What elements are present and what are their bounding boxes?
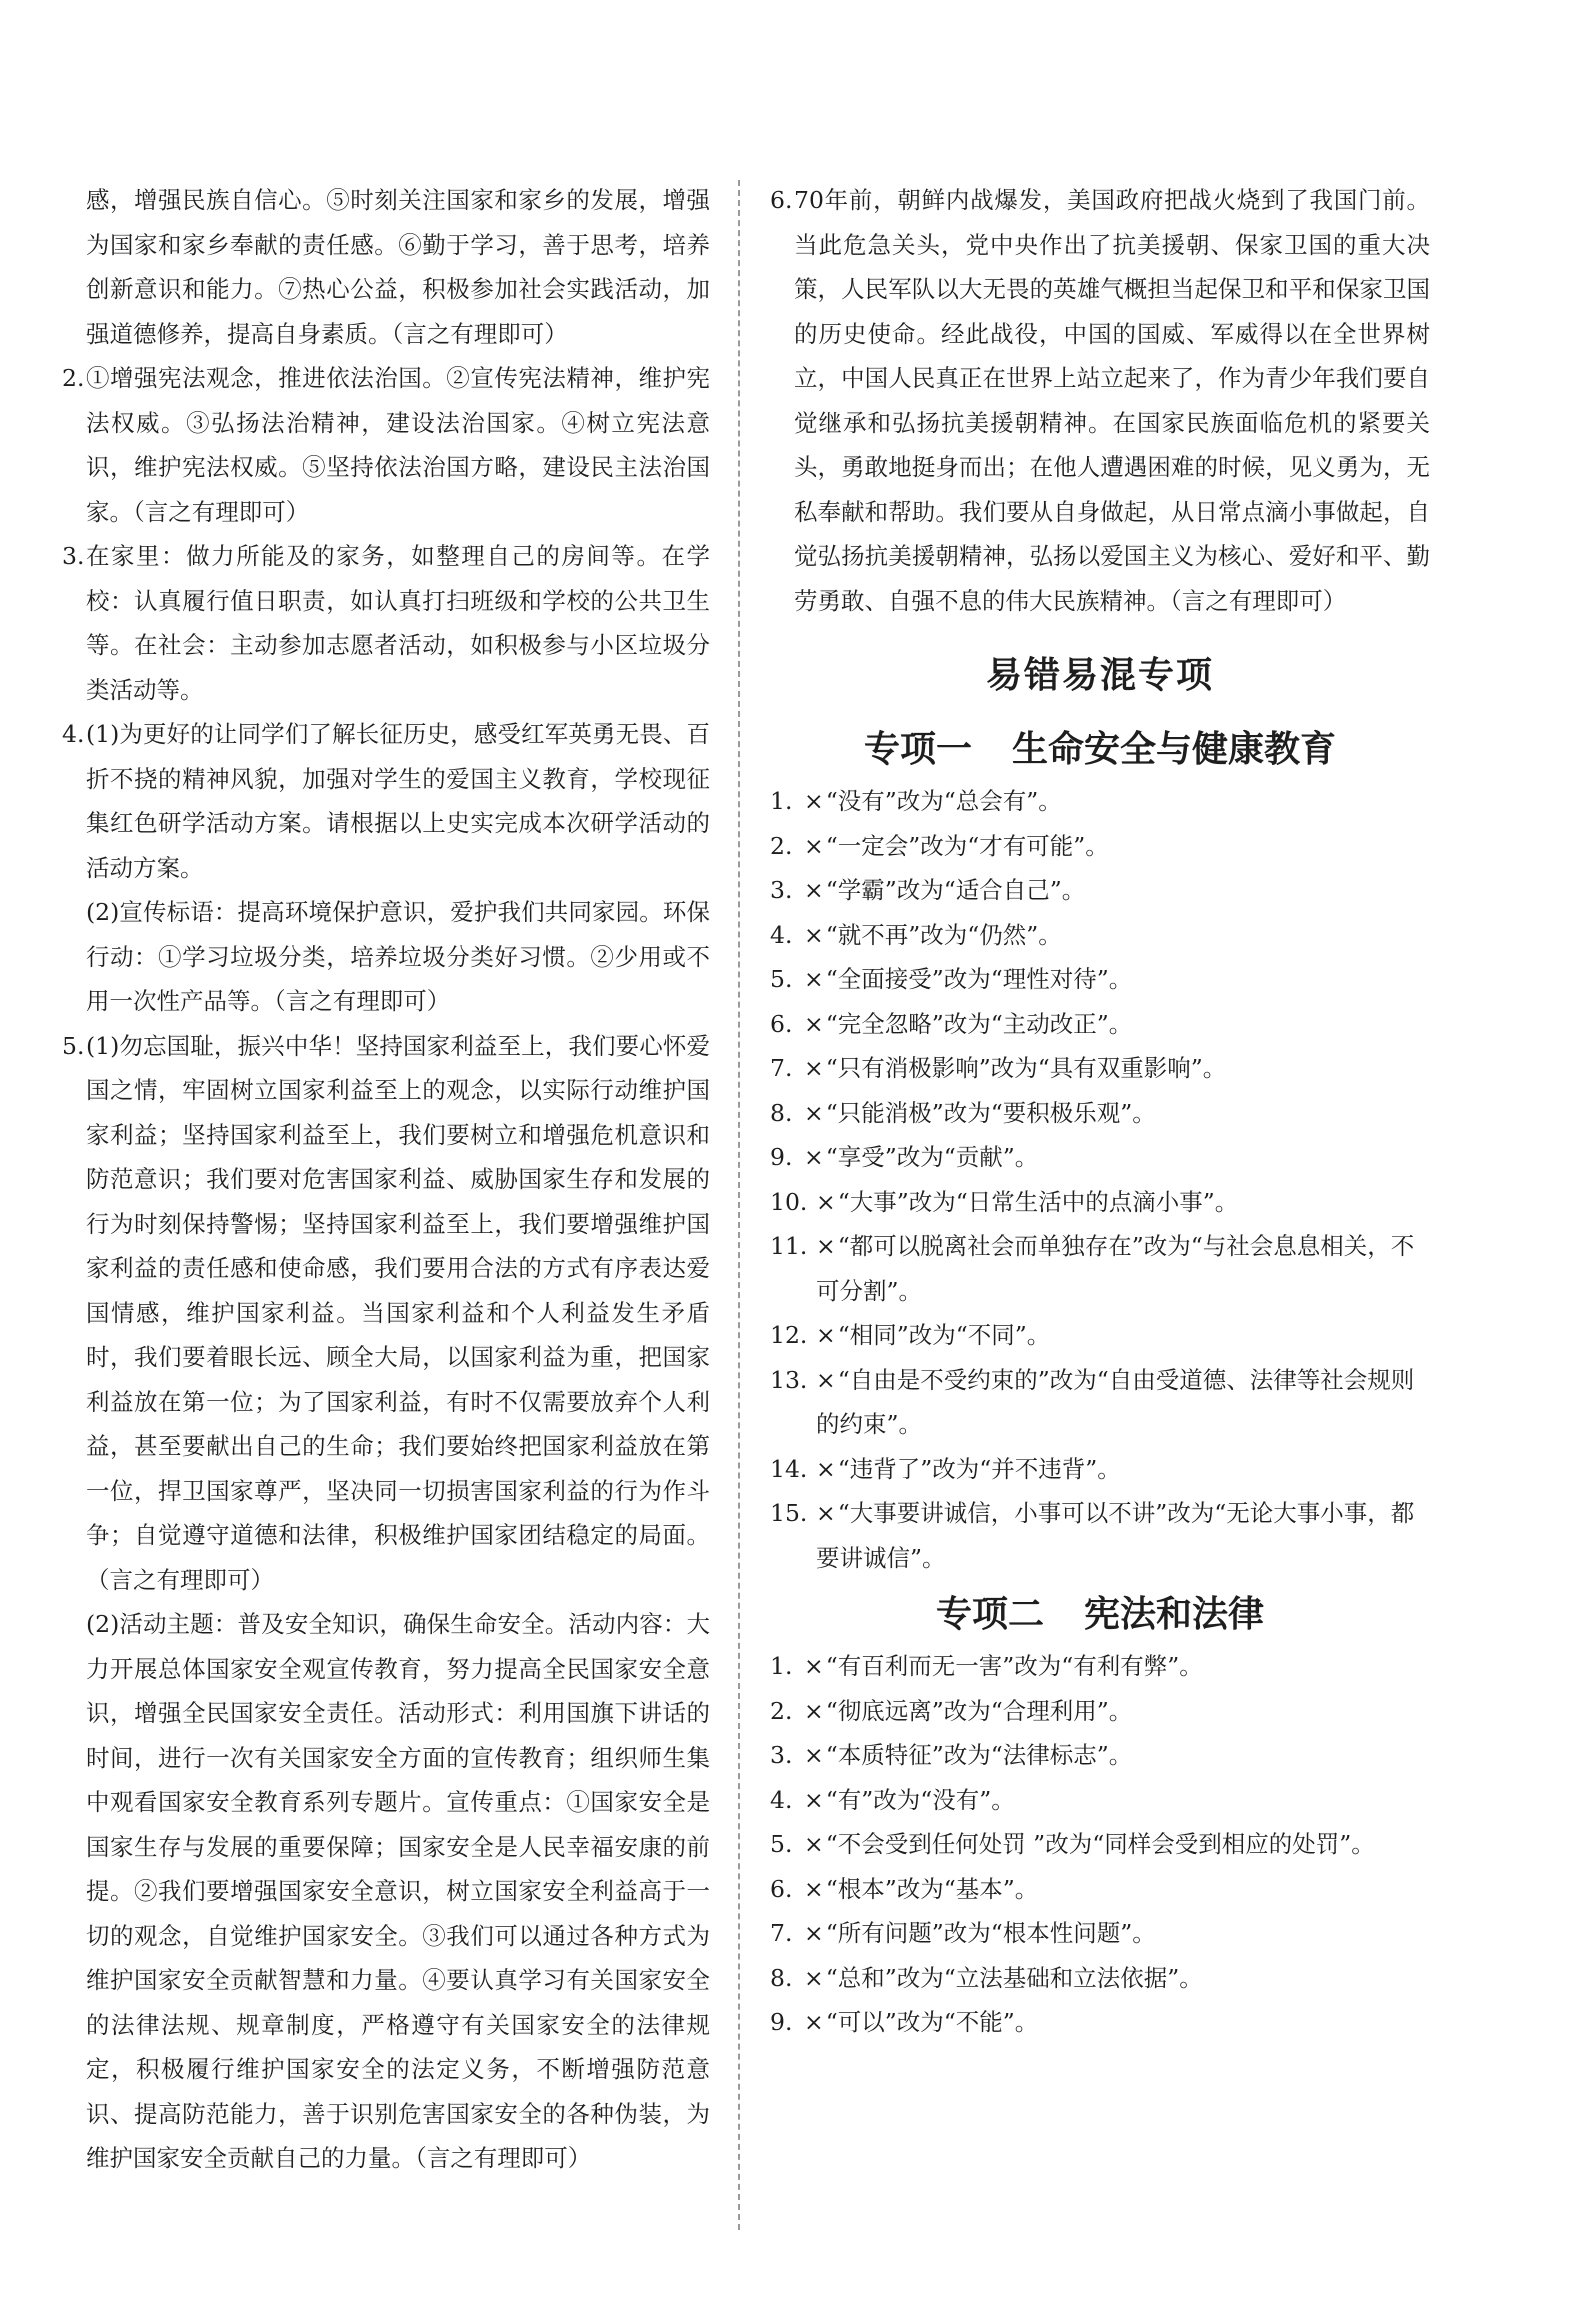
item-content	[804, 824, 1430, 869]
item-text: “只能消极”改为“要积极乐观”。	[825, 1098, 1156, 1127]
cross-mark: ×	[804, 1143, 824, 1171]
correction-item	[770, 2000, 1430, 2045]
answer-6	[770, 178, 1430, 623]
item-number: 14.	[770, 1454, 808, 1483]
answer-text: (1)勿忘国耻，振兴中华！坚持国家利益至上，我们要心怀爱国之情，牢固树立国家利益至上的观念，以实际行动维护国家利益；坚持国家利益至上，我们要树立和增强危机意识和防范意识；我们要对危害国家利益、威胁国家生存和发展的行为时刻保持警惕；坚持国家利益至上，我们要增强维护国家利益的责任感和使命感，我们要用合法的方式有序表达爱国情感，维护国家利益。当国家利益和个人利益发生矛盾时，我们要着眼长远、顾全大局，以国家利益为重，把国家利益放在第一位；为了国家利益，有时不仅需要放弃个人利益，甚至要献出自己的生命；我们要始终把国家利益放在第一位，捍卫国家尊严，坚决同一切损害国家利益的行为作斗争；自觉遵守道德和法律，积极维护国家团结稳定的局面。（言之有理即可）	[86, 1031, 710, 1594]
item-content	[804, 1135, 1430, 1180]
item-number: 9.	[770, 2008, 793, 2036]
correction-item	[770, 1956, 1430, 2001]
item-text: “不会受到任何处罚 ”改为“同样会受到相应的处罚”。	[825, 1830, 1375, 1858]
item-content	[804, 1778, 1430, 1823]
item-text: “全面接受”改为“理性对待”。	[825, 965, 1133, 993]
answer-text: 在家里：做力所能及的家务，如整理自己的房间等。在学校：认真履行值日职责，如认真打扫班级和学校的公共卫生等。在社会：主动参加志愿者活动，如积极参与小区垃圾分类活动等。	[86, 542, 710, 704]
item-text: “学霸”改为“适合自己”。	[825, 876, 1086, 904]
item-text: “自由是不受约束的”改为“自由受道德、法律等社会规则的约束”。	[816, 1365, 1415, 1438]
cross-mark: ×	[816, 1499, 836, 1527]
item-content	[804, 1867, 1430, 1912]
topic-name: 生命安全与健康教育	[1012, 728, 1337, 770]
item-content	[816, 1313, 1430, 1358]
item-number: 1.	[770, 1652, 793, 1680]
item-number: 5.	[770, 1830, 793, 1858]
item-number: 2.	[770, 831, 793, 860]
correction-item	[770, 824, 1430, 869]
item-text: “可以”改为“不能”。	[825, 2008, 1039, 2036]
item-text: “相同”改为“不同”。	[837, 1321, 1051, 1349]
item-content	[804, 2000, 1430, 2045]
item-content	[804, 1911, 1430, 1956]
correction-item	[770, 1689, 1430, 1734]
item-text: “就不再”改为“仍然”。	[825, 920, 1062, 949]
answer-5	[62, 1024, 710, 1603]
correction-item	[770, 1091, 1430, 1136]
correction-item	[770, 1002, 1430, 1047]
correction-item	[770, 1778, 1430, 1823]
item-text: “彻底远离”改为“合理利用”。	[825, 1696, 1133, 1725]
correction-item	[770, 1911, 1430, 1956]
item-number: 12.	[770, 1321, 808, 1349]
cross-mark: ×	[804, 1785, 824, 1814]
item-content	[804, 1822, 1430, 1867]
correction-item	[770, 1447, 1430, 1492]
item-content	[804, 1733, 1430, 1778]
item-content	[804, 1644, 1430, 1689]
topic-label: 专项一	[863, 728, 972, 770]
item-text: “都可以脱离社会而单独存在”改为“与社会息息相关，不可分割”。	[816, 1232, 1415, 1305]
cross-mark: ×	[804, 1874, 824, 1903]
item-text: “根本”改为“基本”。	[825, 1874, 1039, 1903]
topic-1-title	[770, 725, 1430, 773]
cross-mark: ×	[804, 1919, 824, 1947]
item-content	[816, 1447, 1430, 1492]
cross-mark: ×	[804, 1963, 824, 1992]
item-number: 5.	[770, 965, 793, 993]
cross-mark: ×	[804, 787, 824, 815]
answer-text: (1)为更好的让同学们了解长征历史，感受红军英勇无畏、百折不挠的精神风貌，加强对学生的爱国主义教育，学校现征集红色研学活动方案。请根据以上史实完成本次研学活动的活动方案。	[86, 720, 710, 882]
item-content	[804, 913, 1430, 958]
cross-mark: ×	[816, 1321, 836, 1349]
cross-mark: ×	[804, 1054, 824, 1082]
item-text: “享受”改为“贡献”。	[825, 1143, 1039, 1171]
answer-3	[62, 534, 710, 712]
cross-mark: ×	[804, 1009, 824, 1038]
item-content	[804, 868, 1430, 913]
item-number: 4.	[770, 1785, 793, 1814]
item-number: 9.	[770, 1143, 793, 1171]
cross-mark: ×	[804, 1830, 824, 1858]
item-content	[816, 1180, 1430, 1225]
correction-item	[770, 1180, 1430, 1225]
correction-item	[770, 1867, 1430, 1912]
correction-item	[770, 1224, 1430, 1313]
item-number: 2.	[770, 1696, 793, 1725]
correction-item	[770, 1313, 1430, 1358]
topic-1-list	[770, 779, 1430, 1580]
item-number: 7.	[770, 1919, 793, 1947]
item-number: 13.	[770, 1365, 808, 1394]
item-content	[804, 957, 1430, 1002]
item-content	[816, 1491, 1430, 1580]
item-number: 7.	[770, 1054, 793, 1082]
item-text: “本质特征”改为“法律标志”。	[825, 1741, 1133, 1769]
right-column	[770, 178, 1430, 2045]
topic-name: 宪法和法律	[1084, 1593, 1265, 1635]
item-number: 8.	[770, 1098, 793, 1127]
topic-2-list	[770, 1644, 1430, 2045]
answer-4	[62, 712, 710, 890]
answer-5-part-2: (2)活动主题：普及安全知识，确保生命安全。活动内容：大力开展总体国家安全观宣传教育，努力提高全民国家安全意识，增强全民国家安全责任。活动形式：利用国旗下讲话的时间，进行一次有关国家安全方面的宣传教育；组织师生集中观看国家安全教育系列专题片。宣传重点：①国家安全是国家生存与发展的重要保障；国家安全是人民幸福安康的前提。②我们要增强国家安全意识，树立国家安全利益高于一切的观念，自觉维护国家安全。③我们可以通过各种方式为维护国家安全贡献智慧和力量。④要认真学习有关国家安全的法律法规、规章制度，严格遵守有关国家安全的法律规定，积极履行维护国家安全的法定义务，不断增强防范意识、提高防范能力，善于识别危害国家安全的各种伪装，为维护国家安全贡献自己的力量。（言之有理即可）	[86, 1610, 710, 2172]
correction-item	[770, 913, 1430, 958]
cross-mark: ×	[804, 965, 824, 993]
item-content	[804, 1002, 1430, 1047]
correction-item	[770, 957, 1430, 1002]
left-column	[62, 178, 710, 2181]
item-text: “有”改为“没有”。	[825, 1785, 1015, 1814]
cross-mark: ×	[804, 1741, 824, 1769]
item-text: “没有”改为“总会有”。	[825, 787, 1062, 815]
item-number: 6.	[770, 1009, 793, 1038]
item-number: 3.	[770, 1741, 793, 1769]
column-divider	[738, 180, 740, 2230]
correction-item	[770, 1733, 1430, 1778]
item-number: 3.	[770, 876, 793, 904]
item-number: 15.	[770, 1499, 808, 1527]
cross-mark: ×	[816, 1365, 836, 1394]
item-text: “大事要讲诚信，小事可以不讲”改为“无论大事小事，都要讲诚信”。	[816, 1499, 1415, 1572]
cross-mark: ×	[804, 876, 824, 904]
item-number: 1.	[770, 787, 793, 815]
answer-4-part-2: (2)宣传标语：提高环境保护意识，爱护我们共同家园。环保行动：①学习垃圾分类，培养垃圾分类好习惯。②少用或不用一次性产品等。（言之有理即可）	[86, 898, 710, 1015]
item-number: 6.	[770, 1874, 793, 1903]
item-content	[804, 1956, 1430, 2001]
answer-text: 70年前，朝鲜内战爆发，美国政府把战火烧到了我国门前。当此危急关头，党中央作出了抗美援朝、保家卫国的重大决策，人民军队以大无畏的英雄气概担当起保卫和平和保家卫国的历史使命。经此战役，中国的国威、军威得以在全世界树立，中国人民真正在世界上站立起来了，作为青少年我们要自觉继承和弘扬抗美援朝精神。在国家民族面临危机的紧要关头，勇敢地挺身而出；在他人遭遇困难的时候，见义勇为，无私奉献和帮助。我们要从自身做起，从日常点滴小事做起，自觉弘扬抗美援朝精神，弘扬以爱国主义为核心、爱好和平、勤劳勇敢、自强不息的伟大民族精神。（言之有理即可）	[794, 186, 1430, 615]
cross-mark: ×	[804, 1098, 824, 1127]
answer-number: 6.	[770, 186, 793, 214]
cross-mark: ×	[804, 831, 824, 860]
cross-mark: ×	[816, 1187, 836, 1216]
cross-mark: ×	[804, 2008, 824, 2036]
answer-text: ①增强宪法观念，推进依法治国。②宣传宪法精神，维护宪法权威。③弘扬法治精神，建设法治国家。④树立宪法意识，维护宪法权威。⑤坚持依法治国方略，建设民主法治国家。（言之有理即可）	[86, 364, 710, 526]
topic-label: 专项二	[935, 1593, 1044, 1635]
item-number: 10.	[770, 1187, 808, 1216]
answer-2	[62, 356, 710, 534]
cross-mark: ×	[804, 1652, 824, 1680]
item-number: 8.	[770, 1963, 793, 1992]
answer-number: 3.	[62, 542, 85, 570]
item-content	[804, 1689, 1430, 1734]
item-content	[816, 1358, 1430, 1447]
item-text: “一定会”改为“才有可能”。	[825, 831, 1109, 860]
answer-number: 5.	[62, 1031, 85, 1060]
item-text: “违背了”改为“并不违背”。	[837, 1454, 1121, 1483]
correction-item	[770, 1822, 1430, 1867]
item-content	[804, 1046, 1430, 1091]
correction-item	[770, 868, 1430, 913]
cross-mark: ×	[804, 920, 824, 949]
item-number: 4.	[770, 920, 793, 949]
item-text: “完全忽略”改为“主动改正”。	[825, 1009, 1133, 1038]
item-content	[804, 779, 1430, 824]
correction-item	[770, 1491, 1430, 1580]
item-text: “总和”改为“立法基础和立法依据”。	[825, 1963, 1203, 1992]
correction-item	[770, 1644, 1430, 1689]
topic-2-title	[770, 1590, 1430, 1638]
cross-mark: ×	[816, 1232, 836, 1260]
section-title: 易错易混专项	[985, 654, 1214, 696]
item-number: 11.	[770, 1232, 808, 1260]
correction-item	[770, 779, 1430, 824]
item-content	[816, 1224, 1430, 1313]
item-text: “所有问题”改为“根本性问题”。	[825, 1919, 1156, 1947]
correction-item	[770, 1046, 1430, 1091]
answer-number: 2.	[62, 364, 85, 392]
cross-mark: ×	[804, 1696, 824, 1725]
correction-item	[770, 1135, 1430, 1180]
answer-number: 4.	[62, 720, 85, 748]
cross-mark: ×	[816, 1454, 836, 1483]
item-text: “大事”改为“日常生活中的点滴小事”。	[837, 1187, 1239, 1216]
item-content	[804, 1091, 1430, 1136]
item-text: “只有消极影响”改为“具有双重影响”。	[825, 1054, 1227, 1082]
item-text: “有百利而无一害”改为“有利有弊”。	[825, 1652, 1203, 1680]
answer-1-continuation: 感，增强民族自信心。⑤时刻关注国家和家乡的发展，增强为国家和家乡奉献的责任感。⑥勤于学习，善于思考，培养创新意识和能力。⑦热心公益，积极参加社会实践活动，加强道德修养，提高自身素质。（言之有理即可）	[86, 186, 710, 348]
correction-item	[770, 1358, 1430, 1447]
